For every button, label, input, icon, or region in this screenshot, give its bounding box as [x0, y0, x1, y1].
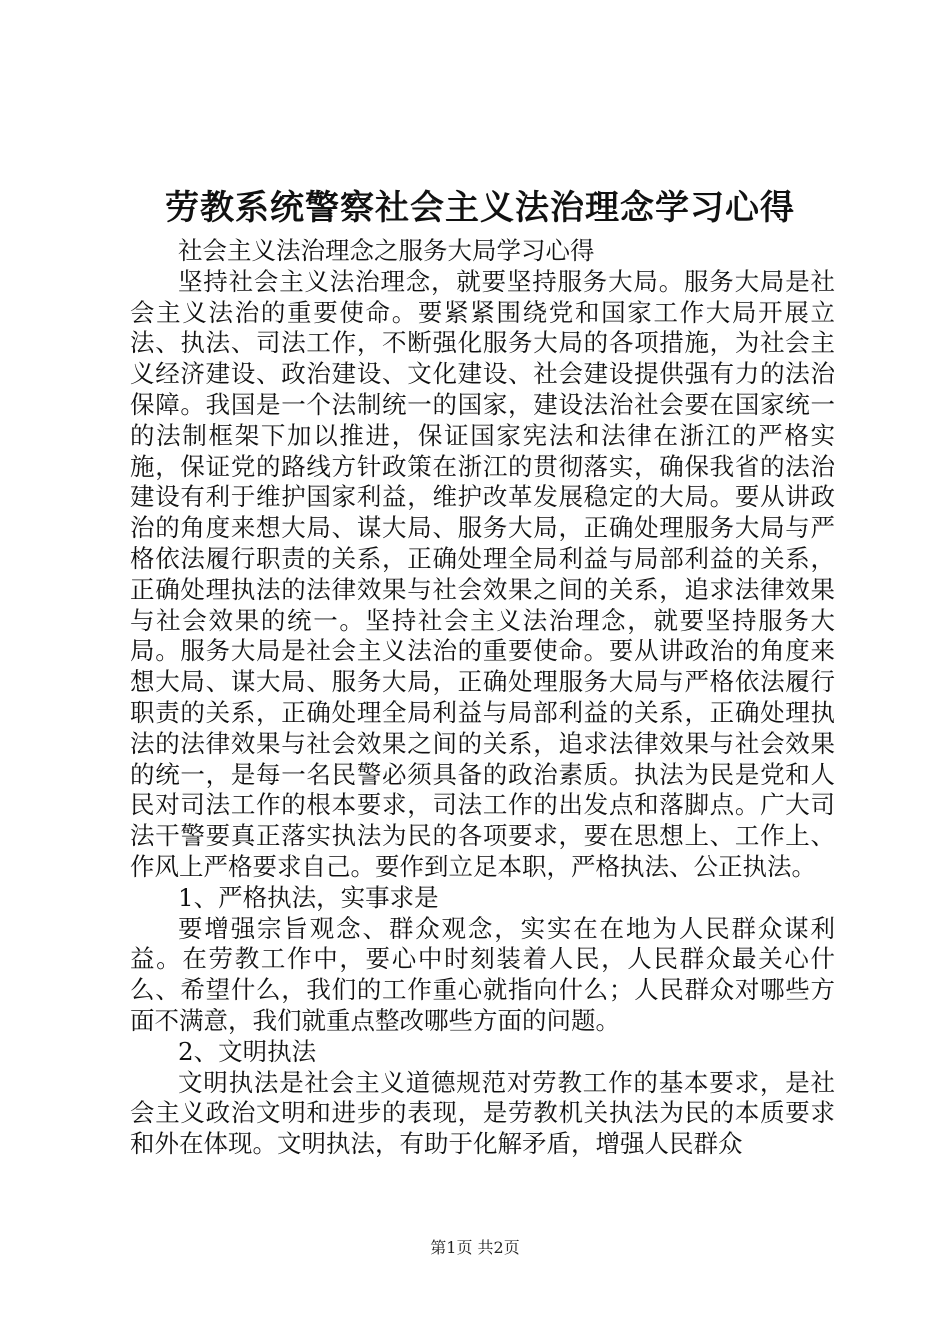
document-subtitle: 社会主义法治理念之服务大局学习心得: [178, 236, 595, 265]
paragraph-serve-people: 要增强宗旨观念、群众观念，实实在在地为人民群众谋利益。在劳教工作中，要心中时刻装着人民，人民群众最关心什么、希望什么，我们的工作重心就指向什么；人民群众对哪些方面不满意，我们就重点整改哪些方面的问题。: [130, 913, 835, 1035]
page-footer: 第1页 共2页: [430, 1238, 520, 1257]
document-body: [130, 236, 835, 1160]
section-heading-civilized-enforcement: 2、文明执法: [178, 1036, 317, 1066]
paragraph-service-overall: 坚持社会主义法治理念，就要坚持服务大局。服务大局是社会主义法治的重要使命。要紧紧围绕党和国家工作大局开展立法、执法、司法工作，不断强化服务大局的各项措施，为社会主义经济建设、政治建设、文化建设、社会建设提供强有力的法治保障。我国是一个法制统一的国家，建设法治社会要在国家统一的法制框架下加以推进，保证国家宪法和法律在浙江的严格实施，保证党的路线方针政策在浙江的贯彻落实，确保我省的法治建设有利于维护国家利益，维护改革发展稳定的大局。要从讲政治的角度来想大局、谋大局、服务大局，正确处理服务大局与严格依法履行职责的关系，正确处理全局利益与局部利益的关系，正确处理执法的法律效果与社会效果之间的关系，追求法律效果与社会效果的统一。坚持社会主义法治理念，就要坚持服务大局。服务大局是社会主义法治的重要使命。要从讲政治的角度来想大局、谋大局、服务大局，正确处理服务大局与严格依法履行职责的关系，正确处理全局利益与局部利益的关系，正确处理执法的法律效果与社会效果之间的关系，追求法律效果与社会效果的统一，是每一名民警必须具备的政治素质。执法为民是党和人民对司法工作的根本要求，司法工作的出发点和落脚点。广大司法干警要真正落实执法为民的各项要求，要在思想上、工作上、作风上严格要求自己。要作到立足本职，严格执法、公正执法。: [130, 266, 835, 881]
paragraph-civilized-enforcement: 文明执法是社会主义道德规范对劳教工作的基本要求，是社会主义政治文明和进步的表现，是劳教机关执法为民的本质要求和外在体现。文明执法，有助于化解矛盾，增强人民群众: [130, 1067, 835, 1159]
section-heading-strict-enforcement: 1、严格执法，实事求是: [178, 882, 439, 912]
document-title: 劳教系统警察社会主义法治理念学习心得: [165, 188, 795, 228]
